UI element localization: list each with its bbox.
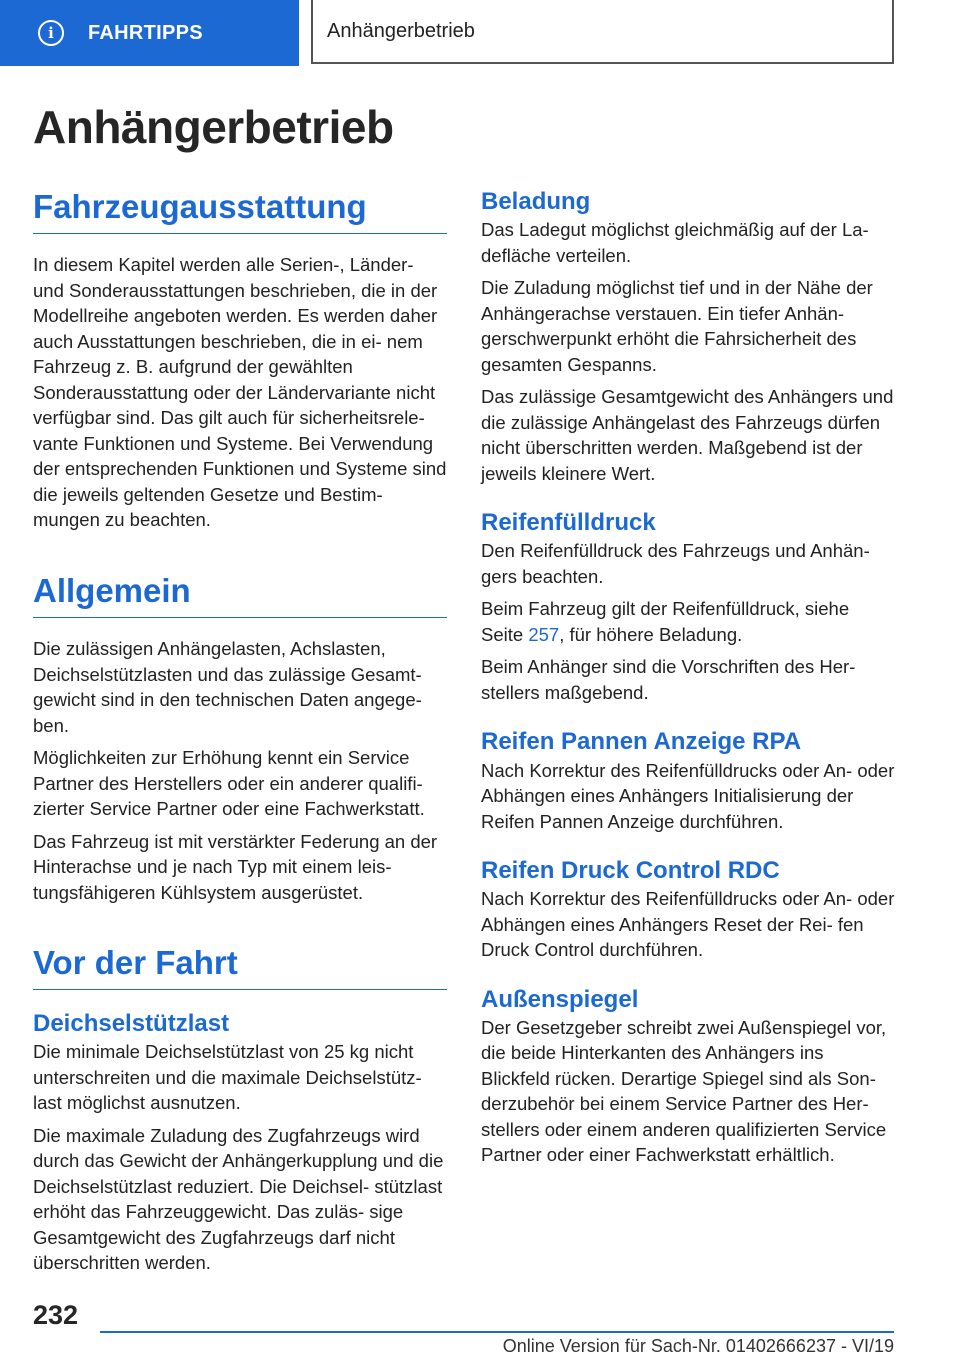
info-icon: i [38, 20, 64, 46]
section-label: FAHRTIPPS [88, 21, 203, 44]
subheading-deichselstuetzlast: Deichselstützlast [33, 1010, 230, 1038]
paragraph-with-link [481, 596, 895, 647]
paragraph: Die Zuladung möglichst tief und in der Nähe der Anhängerachse verstauen. Ein tiefer Anhän- gerschwerpunkt erhöht die Fahrsicherheit des gesamten Gespanns. [481, 277, 873, 375]
chapter-tab[interactable] [311, 0, 894, 64]
text: Beim Fahrzeug gilt der Reifenfülldruck, siehe Seite [481, 598, 850, 645]
page-link[interactable]: 257 [528, 623, 560, 645]
paragraph: Nach Korrektur des Reifenfülldrucks oder An- oder Abhängen eines Anhängers Initialisierung der Reifen Pannen Anzeige durchführen. [481, 759, 895, 832]
subheading-beladung: Beladung [481, 188, 591, 215]
paragraph: Beim Anhänger sind die Vorschriften des Her- stellers maßgebend. [481, 656, 856, 703]
left-column [33, 186, 447, 1283]
paragraph: Das Ladegut möglichst gleichmäßig auf der La- defläche verteilen. [481, 219, 869, 266]
subheading-aussenspiegel: Außenspiegel [481, 985, 639, 1013]
paragraph: In diesem Kapitel werden alle Serien-, Länder- und Sonderausstattungen beschrieben, die in der Modellreihe angeboten werden. Es werden daher auch Ausstattungen beschrieben, die in ei- nem Fahrzeug z. B. aufgrund der gewählten Sonderausstattung oder der Ländervariante nicht verfügbar sind. Das gilt auch für sicherheitsrele- vante Funktionen und Systeme. Bei Verwendung der entsprechenden Funktionen und Systeme sind die jeweils geltenden Gesetze und Bestim- mungen zu beachten. [33, 254, 447, 531]
heading-vor-der-fahrt: Vor der Fahrt [33, 942, 447, 990]
heading-fahrzeugausstattung: Fahrzeugausstattung [33, 186, 447, 234]
subheading-reifenfuelldruck: Reifenfülldruck [481, 509, 656, 537]
paragraph: Die maximale Zuladung des Zugfahrzeugs wird durch das Gewicht der Anhängerkupplung und die Deichselstützlast reduziert. Die Deichsel- stützlast erhöht das Fahrzeuggewicht. Das zuläs- sige Gesamtgewicht des Zugfahrzeugs darf nicht überschritten werden. [33, 1124, 444, 1274]
page-header [0, 0, 960, 66]
subheading-rdc: Reifen Druck Control RDC [481, 857, 780, 885]
paragraph: Das zulässige Gesamtgewicht des Anhängers und die zulässige Anhängelast des Fahrzeugs dürfen nicht überschritten werden. Maßgebend ist der jeweils kleinere Wert. [481, 386, 894, 484]
paragraph: Nach Korrektur des Reifenfülldrucks oder An- oder Abhängen eines Anhängers Reset der Rei- fen Druck Control durchführen. [481, 888, 895, 961]
footer-divider [100, 1331, 894, 1333]
subheading-rpa: Reifen Pannen Anzeige RPA [481, 728, 802, 756]
text: , für höhere Beladung. [559, 623, 743, 645]
heading-allgemein: Allgemein [33, 570, 447, 618]
chapter-label: Anhängerbetrieb [327, 19, 475, 42]
paragraph: Die zulässigen Anhängelasten, Achslasten, Deichselstützlasten und das zulässige Gesamt- gewicht sind in den technischen Daten angege- ben. [33, 638, 422, 736]
section-tab[interactable] [0, 0, 299, 66]
paragraph: Den Reifenfülldruck des Fahrzeugs und Anhän- gers beachten. [481, 540, 870, 587]
page-number: 232 [33, 1300, 79, 1330]
paragraph: Möglichkeiten zur Erhöhung kennt ein Service Partner des Herstellers oder ein anderer qualifi- zierter Service Partner oder eine Fachwerkstatt. [33, 747, 425, 819]
page-title: Anhängerbetrieb [33, 101, 394, 153]
paragraph: Das Fahrzeug ist mit verstärkter Federung an der Hinterachse und je nach Typ mit einem leis- tungsfähigeren Kühlsystem ausgerüstet. [33, 830, 438, 903]
paragraph: Der Gesetzgeber schreibt zwei Außenspiegel vor, die beide Hinterkanten des Anhängers ins Blickfeld rücken. Derartige Spiegel sind als Son- derzubehör bei einem Service Partner des Her- stellers oder einem anderen qualifizierten Service Partner oder einer Fachwerkstatt erhältlich. [481, 1016, 887, 1166]
right-column [481, 186, 895, 1175]
paragraph: Die minimale Deichselstützlast von 25 kg nicht unterschreiten und die maximale Deichselstütz- last möglichst ausnutzen. [33, 1041, 422, 1114]
footer-note: Online Version für Sach-Nr. 01402666237 - VI/19 [502, 1336, 894, 1356]
